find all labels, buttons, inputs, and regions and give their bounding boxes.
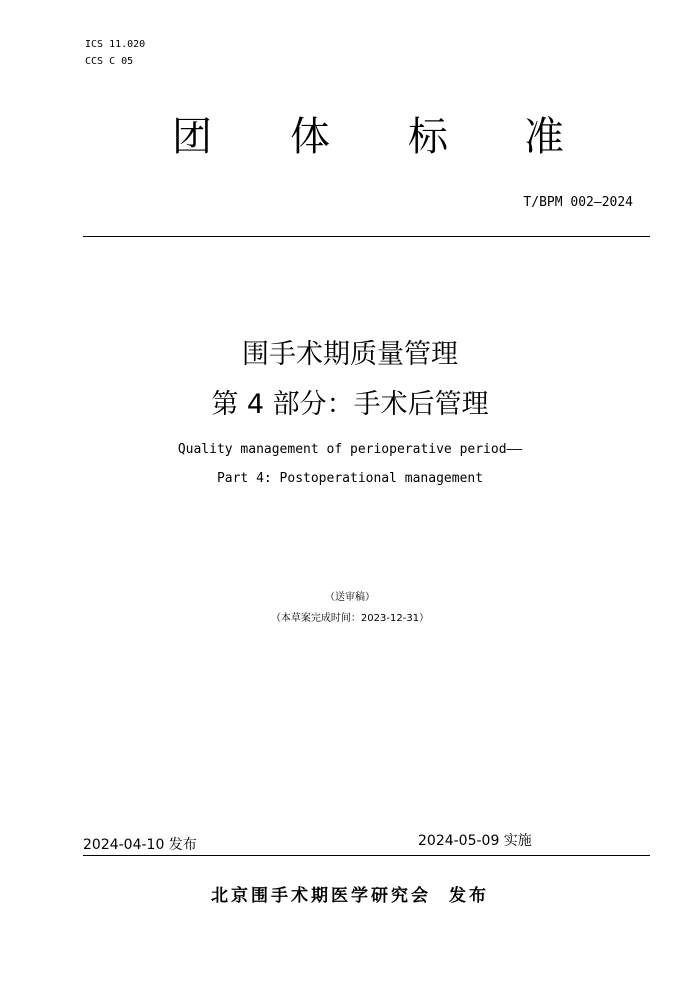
- bottom-divider: [83, 855, 650, 856]
- title-zh-line2: 第 4 部分：手术后管理: [211, 389, 489, 420]
- ics-code: ICS 11.020: [85, 39, 146, 50]
- draft-status: （送审稿）: [325, 592, 375, 603]
- publisher-action: 发布: [449, 886, 489, 906]
- publish-date: 2024-04-10 发布: [83, 837, 197, 853]
- standard-number: T/BPM 002—2024: [523, 195, 633, 210]
- top-divider: [83, 236, 650, 237]
- standard-category: [0, 112, 700, 164]
- publisher: [0, 881, 700, 906]
- category-char-1: 团: [172, 114, 212, 160]
- title-zh-line1: 围手术期质量管理: [242, 339, 458, 370]
- category-char-2: 体: [290, 114, 330, 160]
- implement-date: 2024-05-09 实施: [418, 833, 532, 849]
- title-en-line2: Part 4: Postoperational management: [216, 471, 484, 486]
- category-char-3: 标: [408, 114, 448, 160]
- category-char-4: 准: [524, 114, 564, 160]
- classification-codes: [85, 36, 145, 70]
- title-en-line1: Quality management of perioperative period——: [177, 442, 523, 457]
- ccs-code: CCS C 05: [85, 56, 134, 67]
- publisher-name: 北京围手术期医学研究会: [211, 886, 431, 906]
- draft-completion-date: （本草案完成时间：2023-12-31）: [270, 613, 430, 624]
